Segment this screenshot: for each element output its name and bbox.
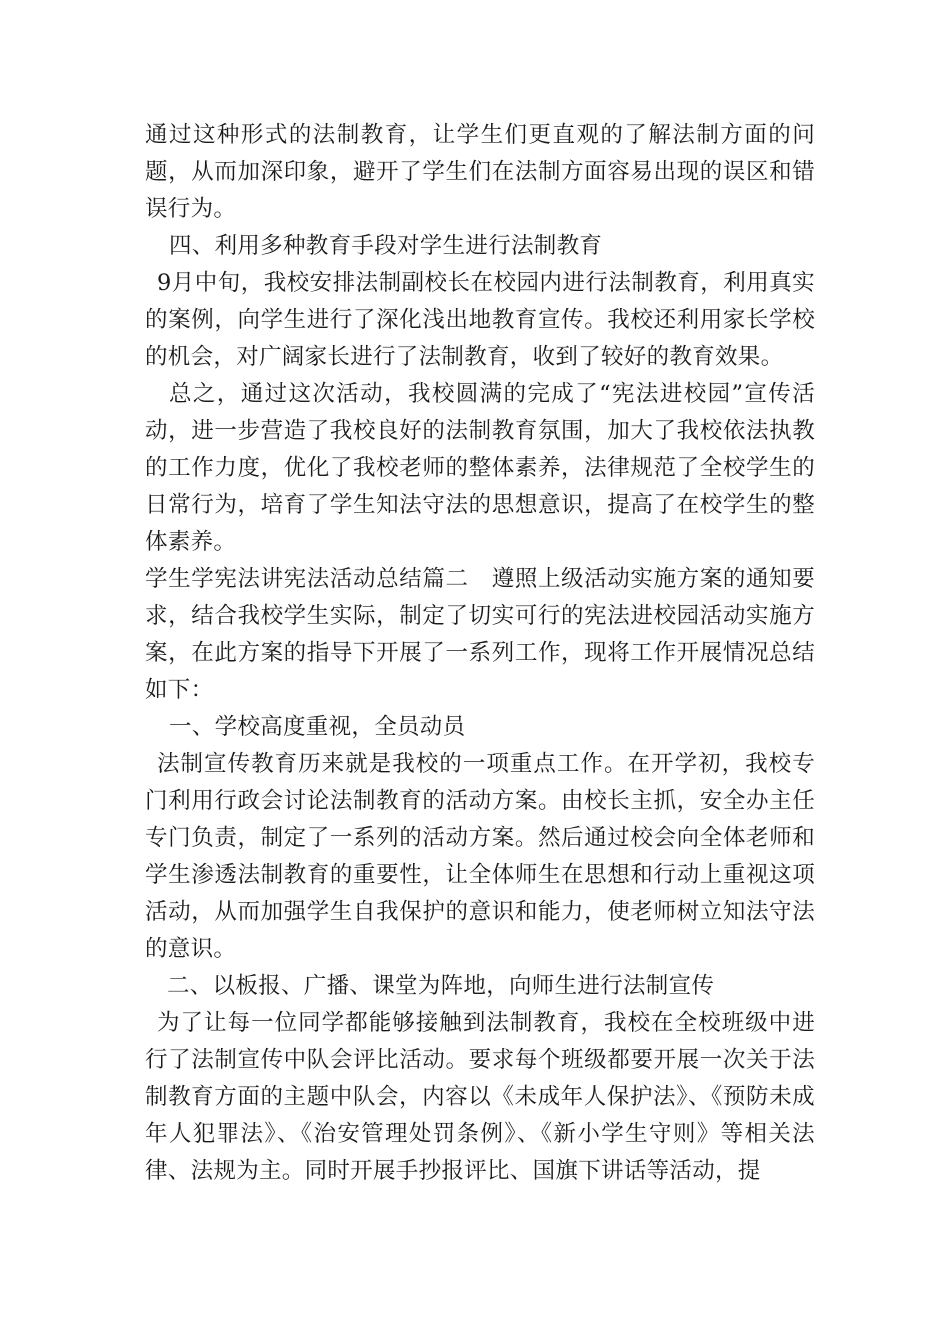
section-heading-four: 四、利用多种教育手段对学生进行法制教育 <box>169 233 603 259</box>
paragraph-class-activities: 为了让每一位同学都能够接触到法制教育，我校在全校班级中进行了法制宣传中队会评比活动。要求每个班级都要开展一次关于法制教育方面的主题中队会，内容以《未成年人保护法》、《预防未成年人犯罪法》、《治安管理处罚条例》、《新小学生守则》等相关法律、法规为主。同时开展手抄报评比、国旗下讲话等活动，提 <box>145 1010 815 1184</box>
paragraph-legal-education: 法制宣传教育历来就是我校的一项重点工作。在开学初，我校专门利用行政会讨论法制教育的活动方案。由校长主抓，安全办主任专门负责，制定了一系列的活动方案。然后通过校会向全体老师和学生渗透法制教育的重要性，让全体师生在思想和行动上重视这项活动，从而加强学生自我保护的意识和能力，使老师树立知法守法的意识。 <box>145 751 815 962</box>
paragraph-intro-continuation: 通过这种形式的法制教育，让学生们更直观的了解法制方面的问题，从而加深印象，避开了学生们在法制方面容易出现的误区和错误行为。 <box>145 122 815 222</box>
section-heading-one: 一、学校高度重视，全员动员 <box>169 714 466 740</box>
paragraph-part-two-intro: 学生学宪法讲宪法活动总结篇二 遵照上级活动实施方案的通知要求，结合我校学生实际，制定了切实可行的宪法进校园活动实施方案，在此方案的指导下开展了一系列工作，现将工作开展情况总结如下： <box>145 566 815 703</box>
paragraph-summary: 总之，通过这次活动，我校圆满的完成了“宪法进校园”宣传活动，进一步营造了我校良好的法制教育氛围，加大了我校依法执教的工作力度，优化了我校老师的整体素养，法律规范了全校学生的日常行为，培育了学生知法守法的思想意识，提高了在校学生的整体素养。 <box>145 381 815 555</box>
document-body <box>145 117 815 1190</box>
paragraph-september: 9月中旬，我校安排法制副校长在校园内进行法制教育，利用真实的案例，向学生进行了深化浅出地教育宣传。我校还利用家长学校的机会，对广阔家长进行了法制教育，收到了较好的教育效果。 <box>145 270 815 370</box>
section-heading-two: 二、以板报、广播、课堂为阵地，向师生进行法制宣传 <box>167 973 715 999</box>
